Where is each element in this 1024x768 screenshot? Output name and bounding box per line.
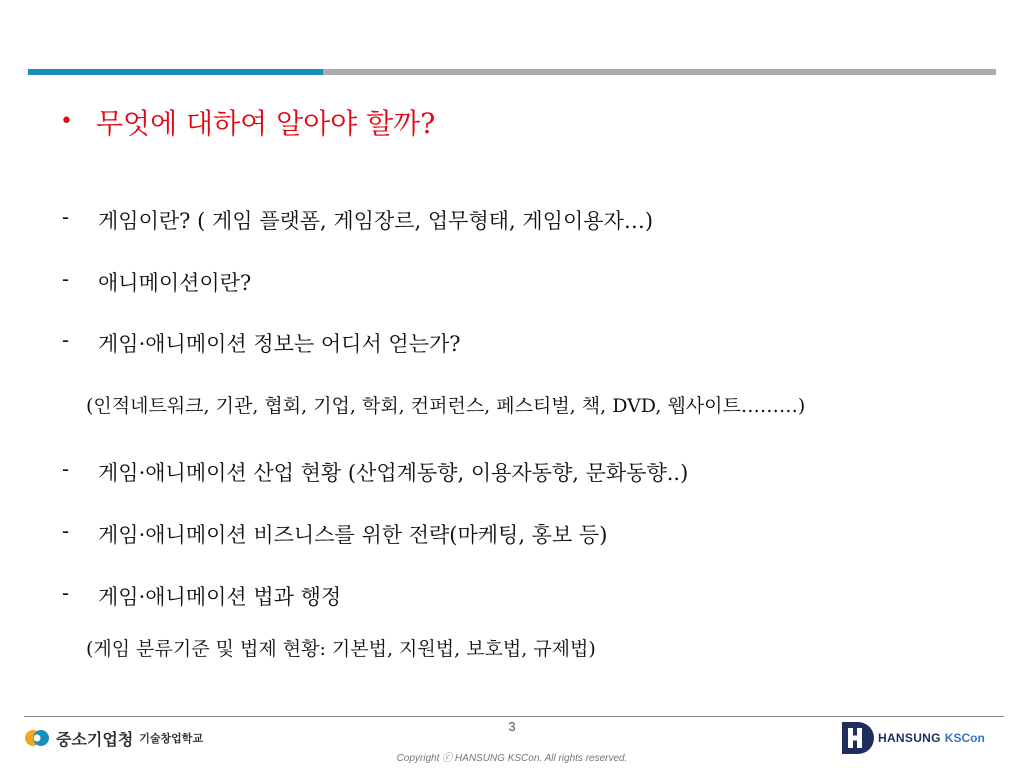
list-item-text: 게임·애니메이션 법과 행정 bbox=[98, 585, 342, 609]
list-item bbox=[62, 457, 688, 487]
header-bar-accent bbox=[28, 69, 323, 75]
list-item bbox=[62, 519, 607, 549]
copyright-text: Copyright ⓒ HANSUNG KSCon. All rights reserved. bbox=[396, 753, 628, 764]
page-number: 3 bbox=[508, 719, 516, 734]
kscon-brand: KSCon bbox=[944, 731, 985, 745]
list-dash: - bbox=[62, 519, 70, 543]
header-divider-bar bbox=[28, 69, 996, 75]
smba-logo bbox=[24, 726, 203, 750]
hansung-logo-icon bbox=[840, 720, 874, 756]
smba-school-name: 기술창업학교 bbox=[139, 733, 204, 745]
title-bullet: • bbox=[60, 109, 73, 134]
list-dash: - bbox=[62, 581, 70, 605]
hansung-logo bbox=[840, 720, 985, 756]
list-item bbox=[62, 581, 341, 611]
footer-divider bbox=[24, 716, 1004, 717]
list-dash: - bbox=[62, 205, 70, 229]
list-item-text: 게임·애니메이션 정보는 어디서 얻는가? bbox=[98, 332, 461, 356]
list-item bbox=[62, 267, 251, 297]
list-item-text: 애니메이션이란? bbox=[98, 271, 252, 295]
list-subtext: (인적네트워크, 기관, 협회, 기업, 학회, 컨퍼런스, 페스티벌, 책, DVD, 웹사이트………) bbox=[86, 395, 806, 417]
list-dash: - bbox=[62, 457, 70, 481]
list-item bbox=[62, 328, 461, 358]
hansung-brand: HANSUNG bbox=[878, 731, 941, 745]
slide-title-row bbox=[60, 102, 435, 142]
smba-logo-icon bbox=[24, 726, 50, 750]
list-item-text: 게임·애니메이션 비즈니스를 위한 전략(마케팅, 홍보 등) bbox=[98, 523, 608, 547]
slide-title: 무엇에 대하여 알아야 할까? bbox=[96, 107, 436, 140]
list-item bbox=[62, 205, 653, 235]
list-dash: - bbox=[62, 328, 70, 352]
list-subtext: (게임 분류기준 및 법제 현황: 기본법, 지원법, 보호법, 규제법) bbox=[86, 638, 596, 660]
list-dash: - bbox=[62, 267, 70, 291]
list-item-text: 게임·애니메이션 산업 현황 (산업계동향, 이용자동향, 문화동향..) bbox=[98, 461, 689, 485]
smba-org-name: 중소기업청 bbox=[56, 731, 134, 749]
list-item-text: 게임이란? ( 게임 플랫폼, 게임장르, 업무형태, 게임이용자…) bbox=[98, 209, 654, 233]
header-bar-rest bbox=[323, 69, 996, 75]
